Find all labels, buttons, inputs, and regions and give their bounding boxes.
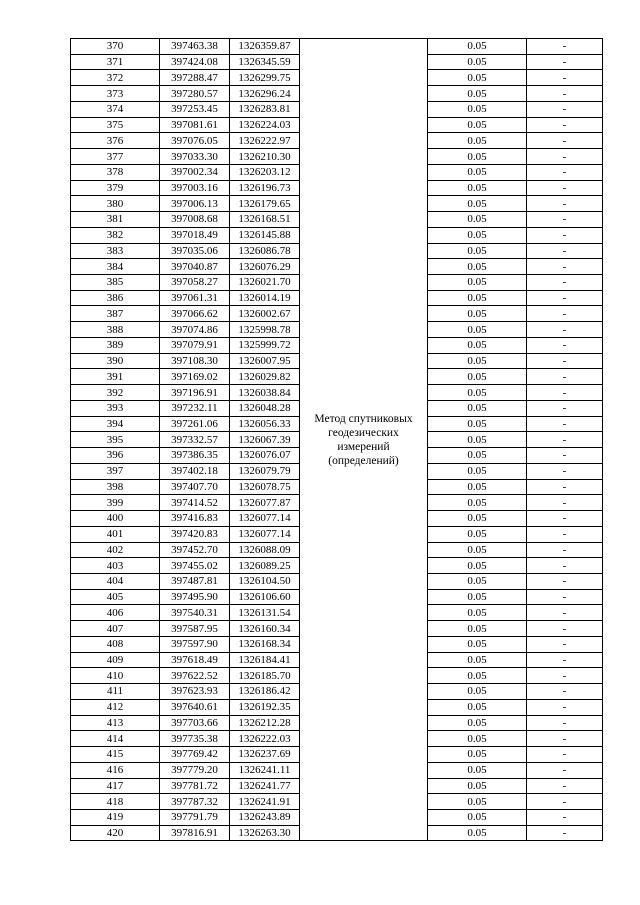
coordinate-x: 397079.91 — [160, 337, 230, 353]
coordinate-x: 397280.57 — [160, 86, 230, 102]
coordinate-y: 1326168.51 — [230, 212, 300, 228]
extra-value: - — [527, 212, 603, 228]
accuracy-value: 0.05 — [428, 227, 527, 243]
coordinate-y: 1326131.54 — [230, 605, 300, 621]
accuracy-value: 0.05 — [428, 101, 527, 117]
coordinate-x: 397402.18 — [160, 463, 230, 479]
accuracy-value: 0.05 — [428, 762, 527, 778]
coordinate-x: 397623.93 — [160, 684, 230, 700]
coordinate-x: 397253.45 — [160, 101, 230, 117]
coordinate-x: 397424.08 — [160, 54, 230, 70]
coordinate-y: 1326203.12 — [230, 164, 300, 180]
accuracy-value: 0.05 — [428, 306, 527, 322]
accuracy-value: 0.05 — [428, 212, 527, 228]
extra-value: - — [527, 605, 603, 621]
point-number: 402 — [71, 542, 160, 558]
extra-value: - — [527, 337, 603, 353]
point-number: 374 — [71, 101, 160, 117]
coordinate-x: 397622.52 — [160, 668, 230, 684]
accuracy-value: 0.05 — [428, 621, 527, 637]
coordinate-x: 397463.38 — [160, 39, 230, 55]
coordinate-x: 397407.70 — [160, 479, 230, 495]
extra-value: - — [527, 621, 603, 637]
coordinate-x: 397781.72 — [160, 778, 230, 794]
coordinate-y: 1326345.59 — [230, 54, 300, 70]
accuracy-value: 0.05 — [428, 180, 527, 196]
coordinates-table — [70, 38, 603, 841]
point-number: 392 — [71, 385, 160, 401]
accuracy-value: 0.05 — [428, 164, 527, 180]
accuracy-value: 0.05 — [428, 448, 527, 464]
coordinate-y: 1326185.70 — [230, 668, 300, 684]
coordinate-y: 1326222.03 — [230, 731, 300, 747]
extra-value: - — [527, 227, 603, 243]
coordinate-x: 397003.16 — [160, 180, 230, 196]
coordinate-x: 397081.61 — [160, 117, 230, 133]
coordinates-table-body — [71, 39, 603, 841]
extra-value: - — [527, 542, 603, 558]
accuracy-value: 0.05 — [428, 573, 527, 589]
coordinate-x: 397058.27 — [160, 275, 230, 291]
point-number: 371 — [71, 54, 160, 70]
accuracy-value: 0.05 — [428, 778, 527, 794]
extra-value: - — [527, 322, 603, 338]
point-number: 385 — [71, 275, 160, 291]
point-number: 383 — [71, 243, 160, 259]
extra-value: - — [527, 526, 603, 542]
coordinate-y: 1326106.60 — [230, 589, 300, 605]
coordinate-y: 1326212.28 — [230, 715, 300, 731]
coordinate-x: 397414.52 — [160, 495, 230, 511]
coordinate-y: 1326241.11 — [230, 762, 300, 778]
accuracy-value: 0.05 — [428, 684, 527, 700]
point-number: 373 — [71, 86, 160, 102]
accuracy-value: 0.05 — [428, 117, 527, 133]
method-description: Метод спутниковых геодезических измерений (определений) — [300, 39, 428, 841]
accuracy-value: 0.05 — [428, 54, 527, 70]
extra-value: - — [527, 636, 603, 652]
accuracy-value: 0.05 — [428, 715, 527, 731]
point-number: 380 — [71, 196, 160, 212]
point-number: 382 — [71, 227, 160, 243]
extra-value: - — [527, 511, 603, 527]
coordinate-x: 397597.90 — [160, 636, 230, 652]
point-number: 379 — [71, 180, 160, 196]
extra-value: - — [527, 117, 603, 133]
point-number: 417 — [71, 778, 160, 794]
coordinate-y: 1326089.25 — [230, 558, 300, 574]
extra-value: - — [527, 762, 603, 778]
extra-value: - — [527, 825, 603, 841]
coordinate-y: 1326160.34 — [230, 621, 300, 637]
point-number: 400 — [71, 511, 160, 527]
accuracy-value: 0.05 — [428, 290, 527, 306]
coordinate-y: 1326056.33 — [230, 416, 300, 432]
extra-value: - — [527, 809, 603, 825]
point-number: 401 — [71, 526, 160, 542]
point-number: 370 — [71, 39, 160, 55]
accuracy-value: 0.05 — [428, 353, 527, 369]
coordinate-x: 397618.49 — [160, 652, 230, 668]
coordinate-x: 397640.61 — [160, 699, 230, 715]
extra-value: - — [527, 495, 603, 511]
accuracy-value: 0.05 — [428, 699, 527, 715]
extra-value: - — [527, 684, 603, 700]
accuracy-value: 0.05 — [428, 495, 527, 511]
coordinate-y: 1326168.34 — [230, 636, 300, 652]
accuracy-value: 0.05 — [428, 794, 527, 810]
extra-value: - — [527, 86, 603, 102]
point-number: 389 — [71, 337, 160, 353]
point-number: 418 — [71, 794, 160, 810]
extra-value: - — [527, 149, 603, 165]
coordinate-y: 1326299.75 — [230, 70, 300, 86]
extra-value: - — [527, 715, 603, 731]
point-number: 378 — [71, 164, 160, 180]
coordinate-x: 397495.90 — [160, 589, 230, 605]
point-number: 405 — [71, 589, 160, 605]
point-number: 377 — [71, 149, 160, 165]
accuracy-value: 0.05 — [428, 605, 527, 621]
extra-value: - — [527, 463, 603, 479]
extra-value: - — [527, 652, 603, 668]
extra-value: - — [527, 290, 603, 306]
point-number: 381 — [71, 212, 160, 228]
coordinate-y: 1326007.95 — [230, 353, 300, 369]
extra-value: - — [527, 164, 603, 180]
accuracy-value: 0.05 — [428, 149, 527, 165]
point-number: 387 — [71, 306, 160, 322]
coordinate-x: 397035.06 — [160, 243, 230, 259]
coordinate-x: 397169.02 — [160, 369, 230, 385]
accuracy-value: 0.05 — [428, 70, 527, 86]
accuracy-value: 0.05 — [428, 337, 527, 353]
accuracy-value: 0.05 — [428, 589, 527, 605]
accuracy-value: 0.05 — [428, 542, 527, 558]
extra-value: - — [527, 54, 603, 70]
extra-value: - — [527, 133, 603, 149]
coordinate-x: 397066.62 — [160, 306, 230, 322]
accuracy-value: 0.05 — [428, 479, 527, 495]
coordinate-y: 1326088.09 — [230, 542, 300, 558]
extra-value: - — [527, 747, 603, 763]
coordinate-x: 397006.13 — [160, 196, 230, 212]
accuracy-value: 0.05 — [428, 275, 527, 291]
point-number: 384 — [71, 259, 160, 275]
coordinate-y: 1326222.97 — [230, 133, 300, 149]
coordinate-y: 1326086.78 — [230, 243, 300, 259]
extra-value: - — [527, 589, 603, 605]
coordinate-x: 397487.81 — [160, 573, 230, 589]
coordinate-y: 1326104.50 — [230, 573, 300, 589]
extra-value: - — [527, 479, 603, 495]
accuracy-value: 0.05 — [428, 259, 527, 275]
coordinate-x: 397196.91 — [160, 385, 230, 401]
coordinate-x: 397288.47 — [160, 70, 230, 86]
coordinate-x: 397040.87 — [160, 259, 230, 275]
point-number: 413 — [71, 715, 160, 731]
extra-value: - — [527, 243, 603, 259]
extra-value: - — [527, 416, 603, 432]
extra-value: - — [527, 573, 603, 589]
accuracy-value: 0.05 — [428, 196, 527, 212]
point-number: 411 — [71, 684, 160, 700]
point-number: 410 — [71, 668, 160, 684]
coordinate-y: 1326359.87 — [230, 39, 300, 55]
coordinate-y: 1326243.89 — [230, 809, 300, 825]
point-number: 420 — [71, 825, 160, 841]
coordinate-y: 1325999.72 — [230, 337, 300, 353]
accuracy-value: 0.05 — [428, 511, 527, 527]
coordinate-y: 1326076.29 — [230, 259, 300, 275]
extra-value: - — [527, 369, 603, 385]
point-number: 416 — [71, 762, 160, 778]
accuracy-value: 0.05 — [428, 86, 527, 102]
coordinate-y: 1326145.88 — [230, 227, 300, 243]
point-number: 391 — [71, 369, 160, 385]
coordinate-x: 397002.34 — [160, 164, 230, 180]
coordinate-x: 397416.83 — [160, 511, 230, 527]
coordinate-y: 1326296.24 — [230, 86, 300, 102]
accuracy-value: 0.05 — [428, 463, 527, 479]
table-row — [71, 39, 603, 55]
coordinate-x: 397735.38 — [160, 731, 230, 747]
coordinate-x: 397791.79 — [160, 809, 230, 825]
coordinate-x: 397018.49 — [160, 227, 230, 243]
accuracy-value: 0.05 — [428, 369, 527, 385]
extra-value: - — [527, 432, 603, 448]
coordinate-y: 1326263.30 — [230, 825, 300, 841]
coordinate-y: 1326196.73 — [230, 180, 300, 196]
coordinate-x: 397816.91 — [160, 825, 230, 841]
extra-value: - — [527, 778, 603, 794]
coordinate-x: 397769.42 — [160, 747, 230, 763]
coordinate-y: 1326186.42 — [230, 684, 300, 700]
extra-value: - — [527, 668, 603, 684]
coordinate-x: 397108.30 — [160, 353, 230, 369]
point-number: 386 — [71, 290, 160, 306]
accuracy-value: 0.05 — [428, 39, 527, 55]
point-number: 415 — [71, 747, 160, 763]
point-number: 408 — [71, 636, 160, 652]
point-number: 412 — [71, 699, 160, 715]
coordinate-y: 1326237.69 — [230, 747, 300, 763]
point-number: 395 — [71, 432, 160, 448]
accuracy-value: 0.05 — [428, 400, 527, 416]
coordinate-y: 1326021.70 — [230, 275, 300, 291]
coordinate-y: 1326014.19 — [230, 290, 300, 306]
point-number: 372 — [71, 70, 160, 86]
accuracy-value: 0.05 — [428, 243, 527, 259]
coordinate-x: 397787.32 — [160, 794, 230, 810]
point-number: 393 — [71, 400, 160, 416]
extra-value: - — [527, 196, 603, 212]
extra-value: - — [527, 70, 603, 86]
accuracy-value: 0.05 — [428, 825, 527, 841]
extra-value: - — [527, 101, 603, 117]
coordinate-y: 1326179.65 — [230, 196, 300, 212]
coordinate-x: 397386.35 — [160, 448, 230, 464]
extra-value: - — [527, 558, 603, 574]
coordinate-x: 397033.30 — [160, 149, 230, 165]
coordinate-y: 1326079.79 — [230, 463, 300, 479]
coordinate-x: 397452.70 — [160, 542, 230, 558]
extra-value: - — [527, 794, 603, 810]
point-number: 398 — [71, 479, 160, 495]
coordinate-y: 1326076.07 — [230, 448, 300, 464]
point-number: 396 — [71, 448, 160, 464]
accuracy-value: 0.05 — [428, 668, 527, 684]
coordinate-x: 397332.57 — [160, 432, 230, 448]
point-number: 394 — [71, 416, 160, 432]
accuracy-value: 0.05 — [428, 526, 527, 542]
point-number: 409 — [71, 652, 160, 668]
coordinate-x: 397076.05 — [160, 133, 230, 149]
coordinate-y: 1326241.91 — [230, 794, 300, 810]
extra-value: - — [527, 385, 603, 401]
coordinate-x: 397420.83 — [160, 526, 230, 542]
extra-value: - — [527, 39, 603, 55]
coordinate-y: 1326002.67 — [230, 306, 300, 322]
accuracy-value: 0.05 — [428, 432, 527, 448]
extra-value: - — [527, 306, 603, 322]
accuracy-value: 0.05 — [428, 416, 527, 432]
coordinate-x: 397455.02 — [160, 558, 230, 574]
coordinate-y: 1326192.35 — [230, 699, 300, 715]
accuracy-value: 0.05 — [428, 731, 527, 747]
extra-value: - — [527, 731, 603, 747]
coordinate-y: 1325998.78 — [230, 322, 300, 338]
coordinate-x: 397232.11 — [160, 400, 230, 416]
point-number: 388 — [71, 322, 160, 338]
point-number: 407 — [71, 621, 160, 637]
accuracy-value: 0.05 — [428, 133, 527, 149]
coordinate-x: 397540.31 — [160, 605, 230, 621]
coordinate-x: 397587.95 — [160, 621, 230, 637]
point-number: 399 — [71, 495, 160, 511]
coordinate-y: 1326210.30 — [230, 149, 300, 165]
point-number: 404 — [71, 573, 160, 589]
point-number: 376 — [71, 133, 160, 149]
coordinate-x: 397074.86 — [160, 322, 230, 338]
extra-value: - — [527, 259, 603, 275]
coordinate-y: 1326283.81 — [230, 101, 300, 117]
accuracy-value: 0.05 — [428, 636, 527, 652]
coordinate-y: 1326078.75 — [230, 479, 300, 495]
coordinate-x: 397779.20 — [160, 762, 230, 778]
point-number: 397 — [71, 463, 160, 479]
coordinate-y: 1326241.77 — [230, 778, 300, 794]
point-number: 375 — [71, 117, 160, 133]
coordinate-y: 1326048.28 — [230, 400, 300, 416]
accuracy-value: 0.05 — [428, 385, 527, 401]
coordinate-y: 1326038.84 — [230, 385, 300, 401]
accuracy-value: 0.05 — [428, 809, 527, 825]
coordinate-y: 1326077.87 — [230, 495, 300, 511]
coordinate-y: 1326224.03 — [230, 117, 300, 133]
point-number: 406 — [71, 605, 160, 621]
accuracy-value: 0.05 — [428, 558, 527, 574]
point-number: 419 — [71, 809, 160, 825]
coordinate-x: 397261.06 — [160, 416, 230, 432]
coordinate-y: 1326077.14 — [230, 526, 300, 542]
extra-value: - — [527, 353, 603, 369]
point-number: 414 — [71, 731, 160, 747]
accuracy-value: 0.05 — [428, 747, 527, 763]
coordinate-y: 1326067.39 — [230, 432, 300, 448]
point-number: 390 — [71, 353, 160, 369]
coordinate-x: 397061.31 — [160, 290, 230, 306]
coordinate-y: 1326077.14 — [230, 511, 300, 527]
coordinate-y: 1326029.82 — [230, 369, 300, 385]
coordinate-x: 397008.68 — [160, 212, 230, 228]
extra-value: - — [527, 400, 603, 416]
extra-value: - — [527, 275, 603, 291]
coordinate-y: 1326184.41 — [230, 652, 300, 668]
extra-value: - — [527, 699, 603, 715]
extra-value: - — [527, 448, 603, 464]
coordinate-x: 397703.66 — [160, 715, 230, 731]
accuracy-value: 0.05 — [428, 322, 527, 338]
accuracy-value: 0.05 — [428, 652, 527, 668]
point-number: 403 — [71, 558, 160, 574]
extra-value: - — [527, 180, 603, 196]
